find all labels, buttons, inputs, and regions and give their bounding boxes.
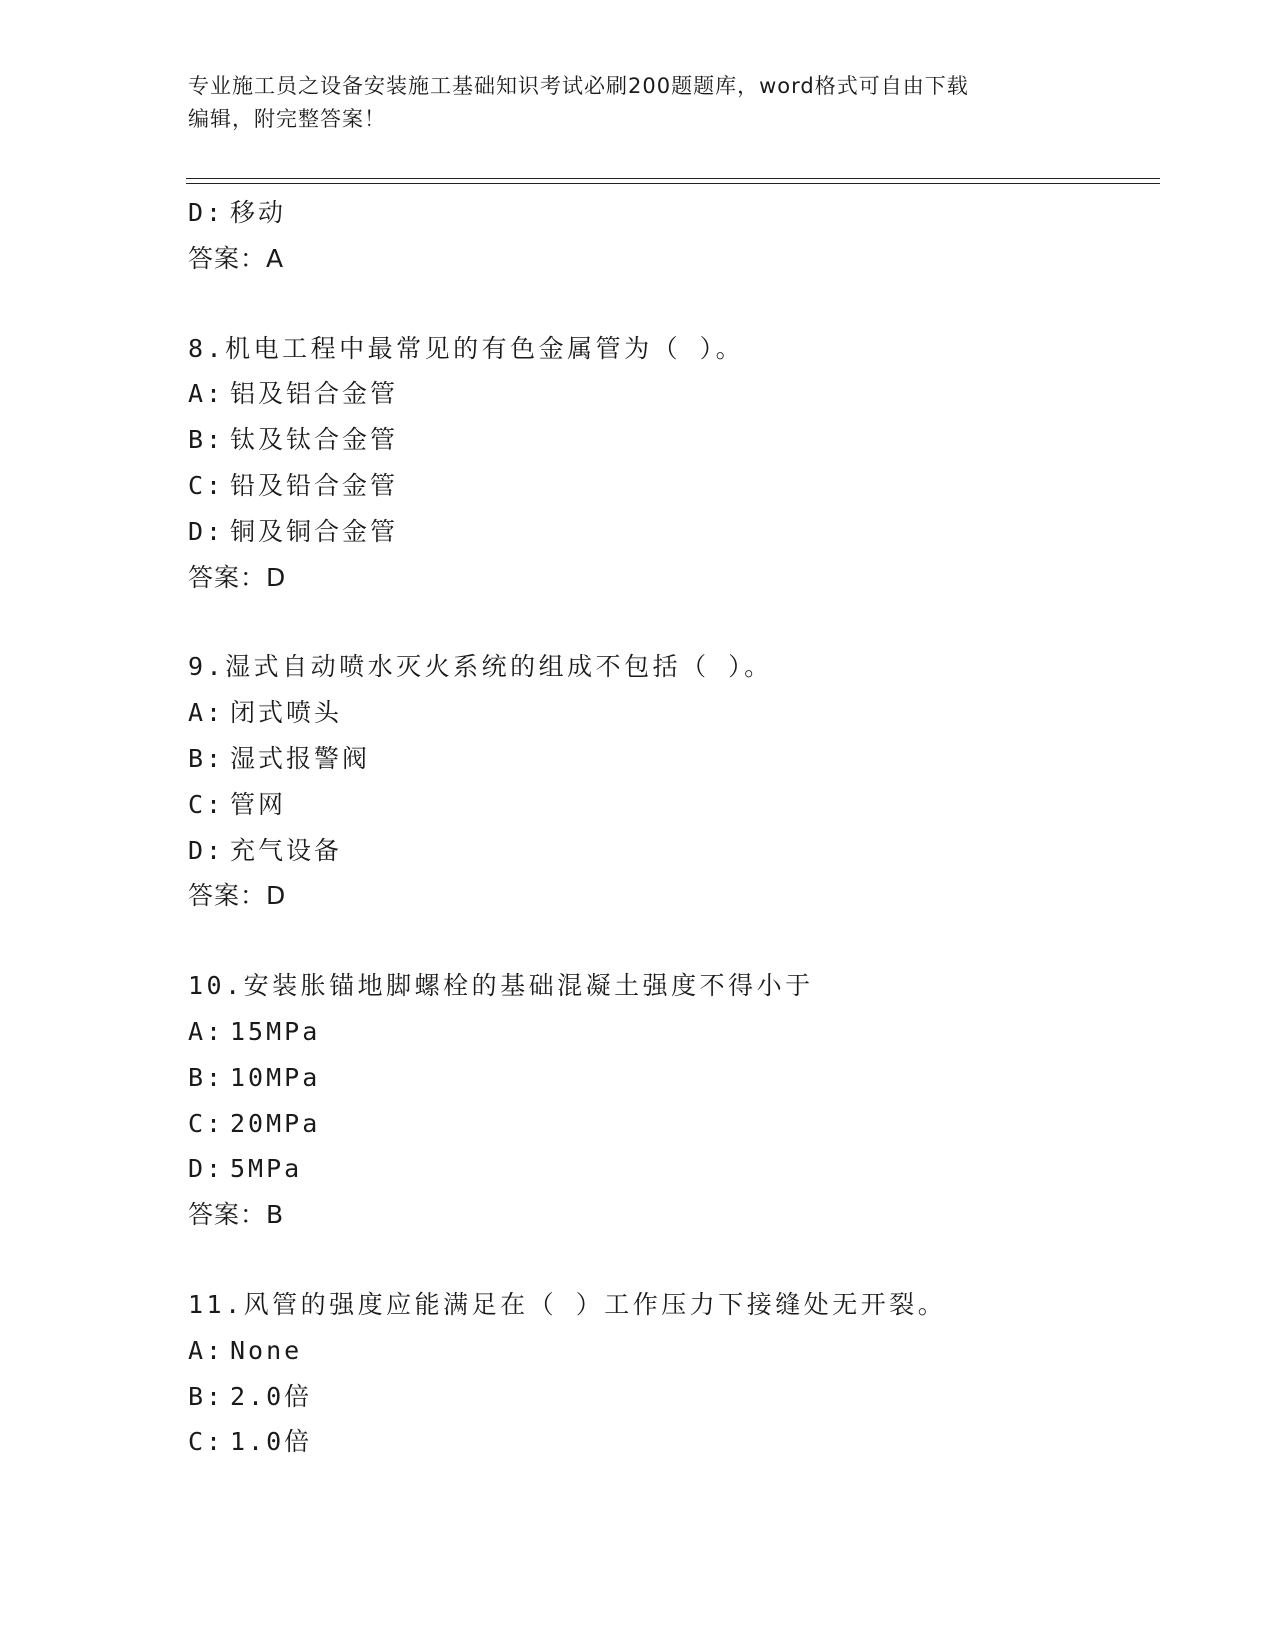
option-c [188,463,1148,509]
option-key: A: [188,379,225,409]
option-text: 充气设备 [230,835,343,865]
option-key: B: [188,1381,225,1411]
option-key: A: [188,1016,225,1046]
option-key: B: [188,1062,225,1092]
option-text: 铅及铅合金管 [230,470,399,500]
option-key: D: [188,516,225,546]
option-c [188,1101,1148,1147]
option-text: 15MPa [230,1016,321,1046]
option-text: 钛及钛合金管 [230,425,399,455]
option-key: C: [188,1427,225,1457]
answer-line: 答案：D [188,881,287,911]
option-text: 铝及铝合金管 [230,379,399,409]
option-key: D: [188,835,225,865]
option-text: 10MPa [230,1062,321,1092]
option-d [188,828,1148,874]
header-divider-top [186,178,1160,179]
answer-line: 答案：A [188,243,285,273]
document-header [188,70,1088,136]
option-key: C: [188,789,225,819]
header-title-line-1: 专业施工员之设备安装施工基础知识考试必刷200题题库，word格式可自由下载 [188,74,969,98]
option-a [188,690,1148,736]
option-b [188,417,1148,463]
header-divider-bottom [186,183,1160,184]
option-key: D: [188,1154,225,1184]
option-text: 1.0倍 [230,1427,313,1457]
question-stem-9: 9.湿式自动喷水灭火系统的组成不包括（ ）。 [188,652,773,682]
option-d [188,509,1148,555]
option-a [188,371,1148,417]
option-text: 20MPa [230,1108,321,1138]
option-d [188,1146,1148,1192]
option-key: A: [188,1335,225,1365]
option-key: B: [188,425,225,455]
option-b [188,1374,1148,1420]
option-a [188,1009,1148,1055]
option-text: 移动 [230,198,287,227]
option-text: 2.0倍 [230,1381,313,1411]
question-stem-10: 10.安装胀锚地脚螺栓的基础混凝土强度不得小于 [188,971,814,1001]
option-b [188,1055,1148,1101]
option-d [188,190,1148,236]
answer-line: 答案：B [188,1200,285,1230]
option-text: None [230,1335,303,1365]
option-key: C: [188,470,225,500]
option-a [188,1328,1148,1374]
option-b [188,736,1148,782]
option-text: 闭式喷头 [230,698,343,728]
option-text: 5MPa [230,1154,303,1184]
option-key: A: [188,698,225,728]
option-c [188,1419,1148,1465]
option-text: 湿式报警阀 [230,743,371,773]
question-stem-11: 11.风管的强度应能满足在（ ）工作压力下接缝处无开裂。 [188,1289,947,1319]
header-title-line-2: 编辑，附完整答案！ [188,107,386,131]
option-key: B: [188,743,225,773]
question-stem-8: 8.机电工程中最常见的有色金属管为（ ）。 [188,333,745,363]
question-list [188,190,1148,1465]
option-text: 铜及铜合金管 [230,516,399,546]
option-key: D: [188,198,225,227]
option-text: 管网 [230,789,287,819]
answer-line: 答案：D [188,562,287,592]
option-key: C: [188,1108,225,1138]
option-c [188,782,1148,828]
